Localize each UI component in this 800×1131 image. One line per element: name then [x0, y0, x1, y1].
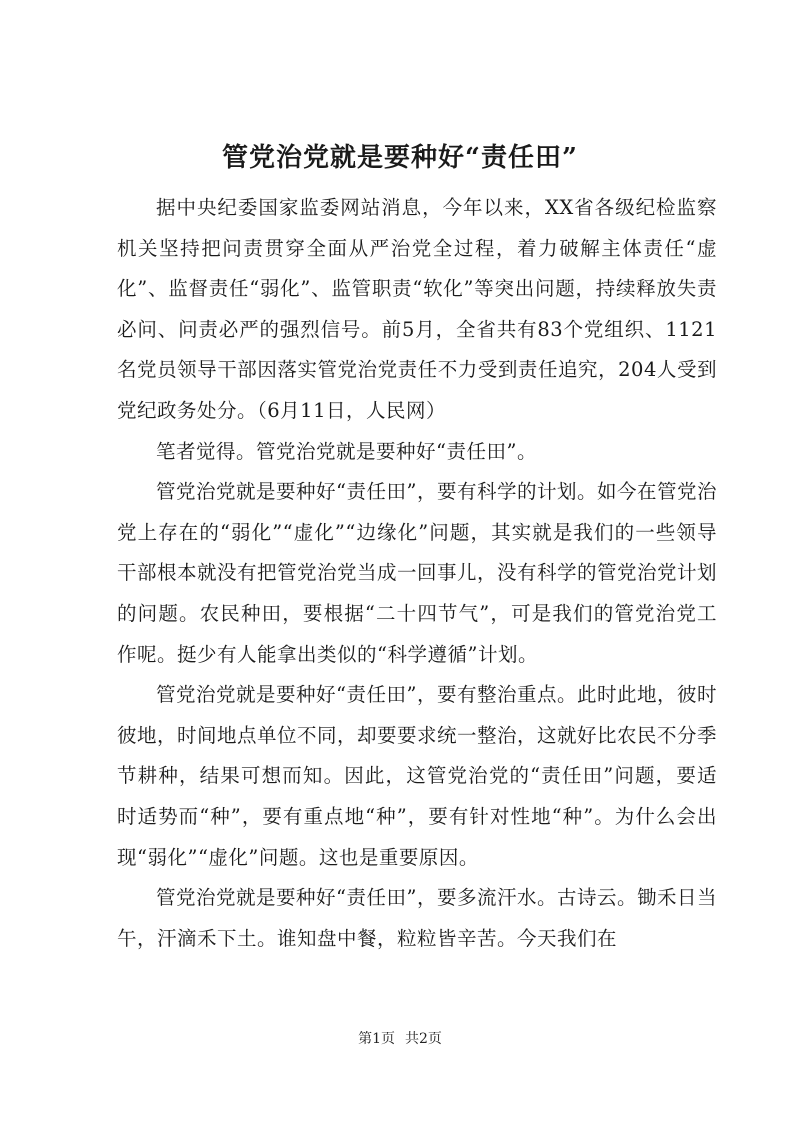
- paragraph-2: 笔者觉得。管党治党就是要种好“责任田”。: [156, 439, 537, 463]
- document-title: 管党治党就是要种好“责任田”: [222, 143, 578, 173]
- page-footer: [0, 1029, 800, 1049]
- paragraph-1: 据中央纪委国家监委网站消息，今年以来，XX省各级纪检监察机关坚持把问责贯穿全面从严治党全过程，着力破解主体责任“虚化”、监督责任“弱化”、监管职责“软化”等突出问题，持续释放失责必问、问责必严的强烈信号。前5月，全省共有83个党组织、1121名党员领导干部因落实管党治党责任不力受到责任追究，204人受到党纪政务处分。（6月11日，人民网）: [117, 196, 717, 422]
- paragraph-5: 管党治党就是要种好“责任田”，要多流汗水。古诗云。锄禾日当午，汗滴禾下土。谁知盘中餐，粒粒皆辛苦。今天我们在: [117, 886, 717, 950]
- paragraph-4: 管党治党就是要种好“责任田”，要有整治重点。此时此地，彼时彼地，时间地点单位不同，却要要求统一整治，这就好比农民不分季节耕种，结果可想而知。因此，这管党治党的“责任田”问题，要适时适势而“种”，要有重点地“种”，要有针对性地“种”。为什么会出现“弱化”“虚化”问题。这也是重要原因。: [117, 683, 718, 869]
- document-body: [117, 188, 717, 959]
- page-number-current: 第1页: [358, 1031, 395, 1047]
- paragraph-3: 管党治党就是要种好“责任田”，要有科学的计划。如今在管党治党上存在的“弱化”“虚化”“边缘化”问题，其实就是我们的一些领导干部根本就没有把管党治党当成一回事儿，没有科学的管党治党计划的问题。农民种田，要根据“二十四节气”，可是我们的管党治党工作呢。挺少有人能拿出类似的“科学遵循”计划。: [117, 480, 718, 666]
- page-number-total: 共2页: [405, 1031, 442, 1047]
